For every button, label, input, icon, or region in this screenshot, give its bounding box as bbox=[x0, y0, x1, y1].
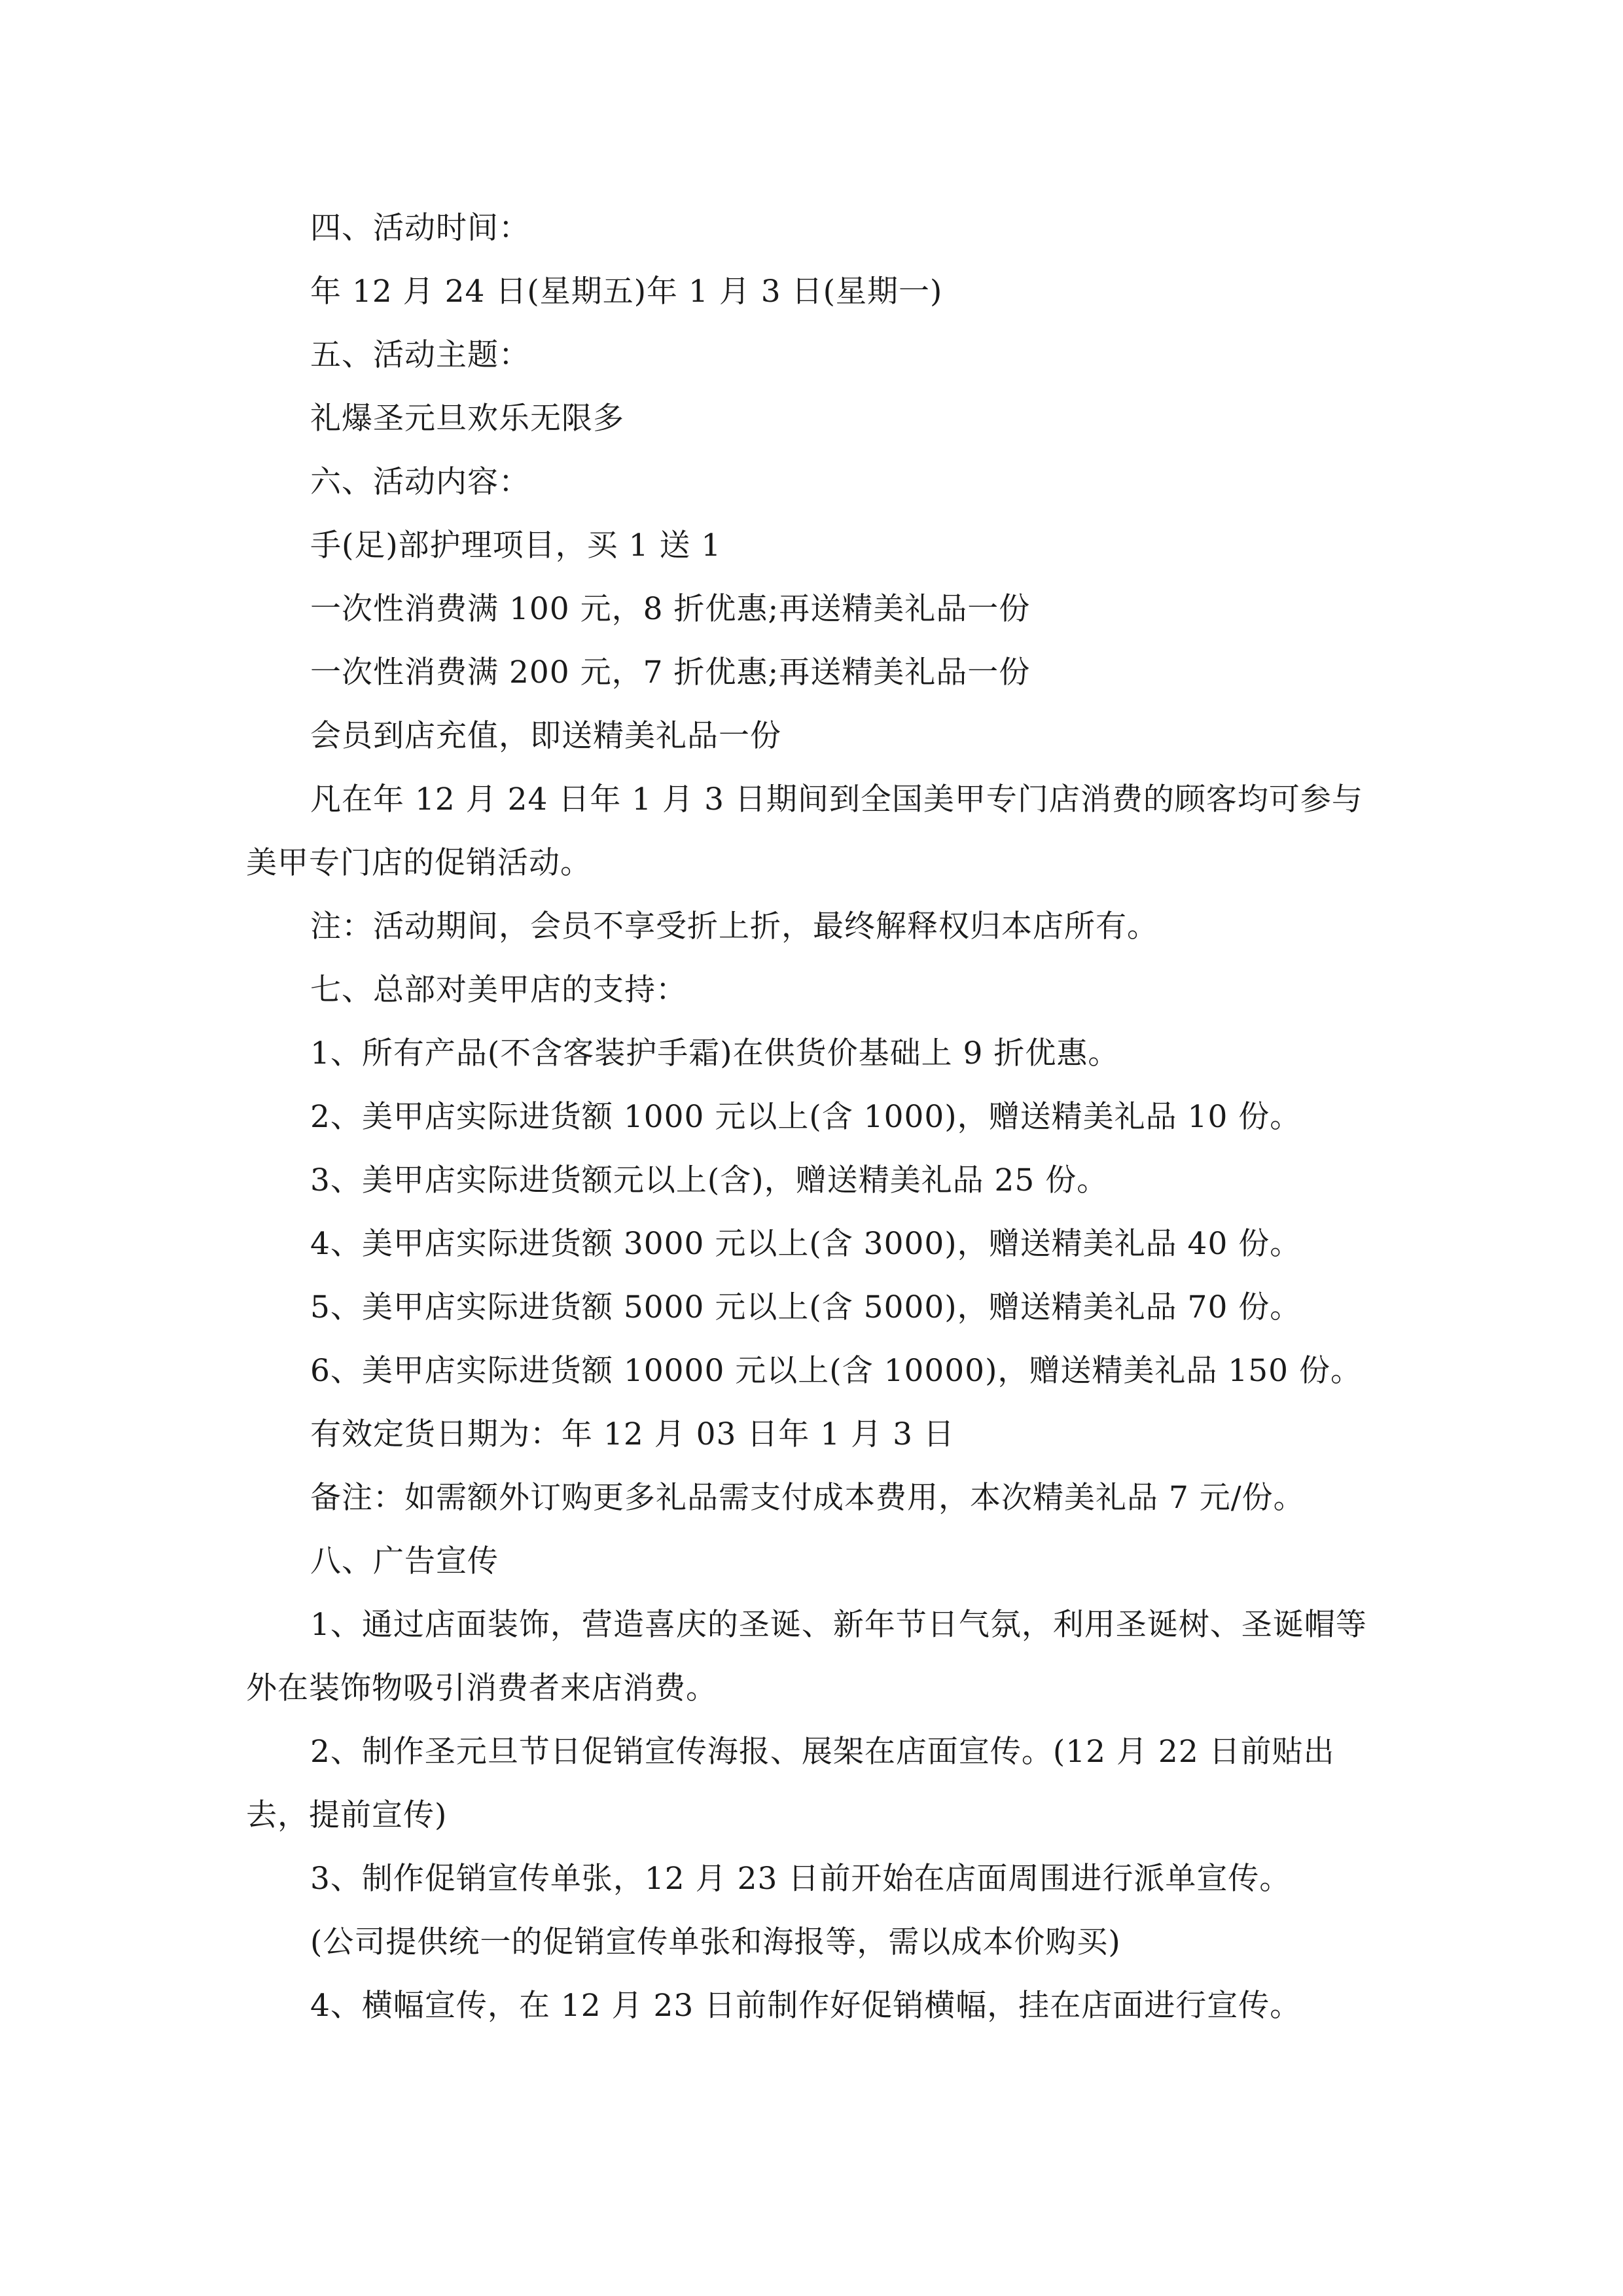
paragraph: 六、活动内容： bbox=[310, 464, 530, 500]
paragraph: 有效定货日期为：年 12 月 03 日年 1 月 3 日 bbox=[310, 1416, 955, 1452]
paragraph: 3、制作促销宣传单张，12 月 23 日前开始在店面周围进行派单宣传。 bbox=[310, 1861, 1291, 1897]
paragraph: 3、美甲店实际进货额元以上(含)，赠送精美礼品 25 份。 bbox=[310, 1162, 1109, 1198]
paragraph: 会员到店充值，即送精美礼品一份 bbox=[310, 718, 781, 754]
paragraph: 手(足)部护理项目，买 1 送 1 bbox=[310, 528, 722, 564]
paragraph: 礼爆圣元旦欢乐无限多 bbox=[310, 401, 624, 437]
paragraph: 四、活动时间： bbox=[310, 210, 530, 246]
paragraph: 年 12 月 24 日(星期五)年 1 月 3 日(星期一) bbox=[310, 274, 943, 310]
paragraph: 备注：如需额外订购更多礼品需支付成本费用，本次精美礼品 7 元/份。 bbox=[310, 1480, 1305, 1516]
paragraph: 一次性消费满 200 元，7 折优惠;再送精美礼品一份 bbox=[310, 655, 1031, 691]
paragraph: 一次性消费满 100 元，8 折优惠;再送精美礼品一份 bbox=[310, 591, 1031, 627]
paragraph: 凡在年 12 月 24 日年 1 月 3 日期间到全国美甲专门店消费的顾客均可参与美甲专门店的促销活动。 bbox=[246, 781, 1363, 881]
paragraph: 八、广告宣传 bbox=[310, 1543, 499, 1579]
paragraph: (公司提供统一的促销宣传单张和海报等，需以成本价购买) bbox=[310, 1924, 1121, 1960]
paragraph: 七、总部对美甲店的支持： bbox=[310, 972, 687, 1008]
paragraph: 1、所有产品(不含客装护手霜)在供货价基础上 9 折优惠。 bbox=[310, 1035, 1120, 1071]
paragraph: 6、美甲店实际进货额 10000 元以上(含 10000)，赠送精美礼品 150 份。 bbox=[310, 1353, 1363, 1389]
paragraph: 1、通过店面装饰，营造喜庆的圣诞、新年节日气氛，利用圣诞树、圣诞帽等外在装饰物吸引消费者来店消费。 bbox=[246, 1607, 1367, 1706]
paragraph: 五、活动主题： bbox=[310, 337, 530, 373]
paragraph: 4、横幅宣传，在 12 月 23 日前制作好促销横幅，挂在店面进行宣传。 bbox=[310, 1988, 1302, 2024]
document-body bbox=[246, 196, 1378, 2037]
paragraph: 注：活动期间，会员不享受折上折，最终解释权归本店所有。 bbox=[310, 908, 1158, 944]
paragraph: 2、制作圣元旦节日促销宣传海报、展架在店面宣传。(12 月 22 日前贴出去，提前宣传) bbox=[246, 1734, 1335, 1833]
paragraph: 2、美甲店实际进货额 1000 元以上(含 1000)，赠送精美礼品 10 份。 bbox=[310, 1099, 1302, 1135]
paragraph: 4、美甲店实际进货额 3000 元以上(含 3000)，赠送精美礼品 40 份。 bbox=[310, 1226, 1302, 1262]
paragraph: 5、美甲店实际进货额 5000 元以上(含 5000)，赠送精美礼品 70 份。 bbox=[310, 1289, 1302, 1325]
